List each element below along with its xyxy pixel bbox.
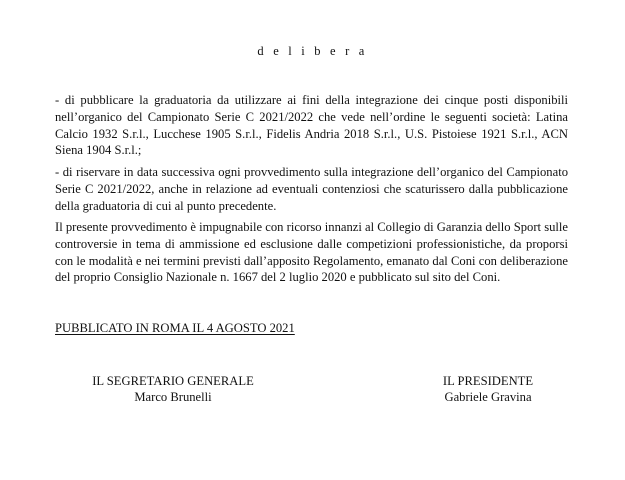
document-heading: d e l i b e r a [257,44,368,58]
signature-block-secretary [88,373,258,405]
paragraph-publish-ranking: - di pubblicare la graduatoria da utilizzare ai fini della integrazione dei cinque posti disponibili nell’organico del Campionato Serie C 2021/2022 che vede nell’ordine le seguenti società: Latina Calcio 1932 S.r.l., Lucchese 1905 S.r.l., Fidelis Andria 2018 S.r.l., U.S. Pistoiese 1921 S.r.l., ACN Siena 1904 S.r.l.; [55,93,568,158]
publication-date-line: PUBBLICATO IN ROMA IL 4 AGOSTO 2021 [55,321,295,335]
paragraph-reserve-decision: - di riservare in data successiva ogni provvedimento sulla integrazione dell’organico del Campionato Serie C 2021/2022, anche in relazione ad eventuali contenziosi che scaturissero dalla pubblicazione della graduatoria di cui al punto precedente. [55,165,568,213]
signature-name-president: Gabriele Gravina [444,390,532,404]
signature-block-president [434,373,542,405]
signature-role-president: IL PRESIDENTE [442,374,534,388]
paragraph-appeal-notice: Il presente provvedimento è impugnabile con ricorso innanzi al Collegio di Garanzia dello Sport sulle controversie in tema di ammissione ed esclusione dalle competizioni professionistiche, da proporsi con le modalità e nei termini previsti dall’apposito Regolamento, emanato dal Coni con deliberazione del proprio Consiglio Nazionale n. 1667 del 2 luglio 2020 e pubblicato sul sito del Coni. [55,220,568,285]
signature-name-secretary: Marco Brunelli [134,390,212,404]
signature-role-secretary: IL SEGRETARIO GENERALE [92,374,254,388]
